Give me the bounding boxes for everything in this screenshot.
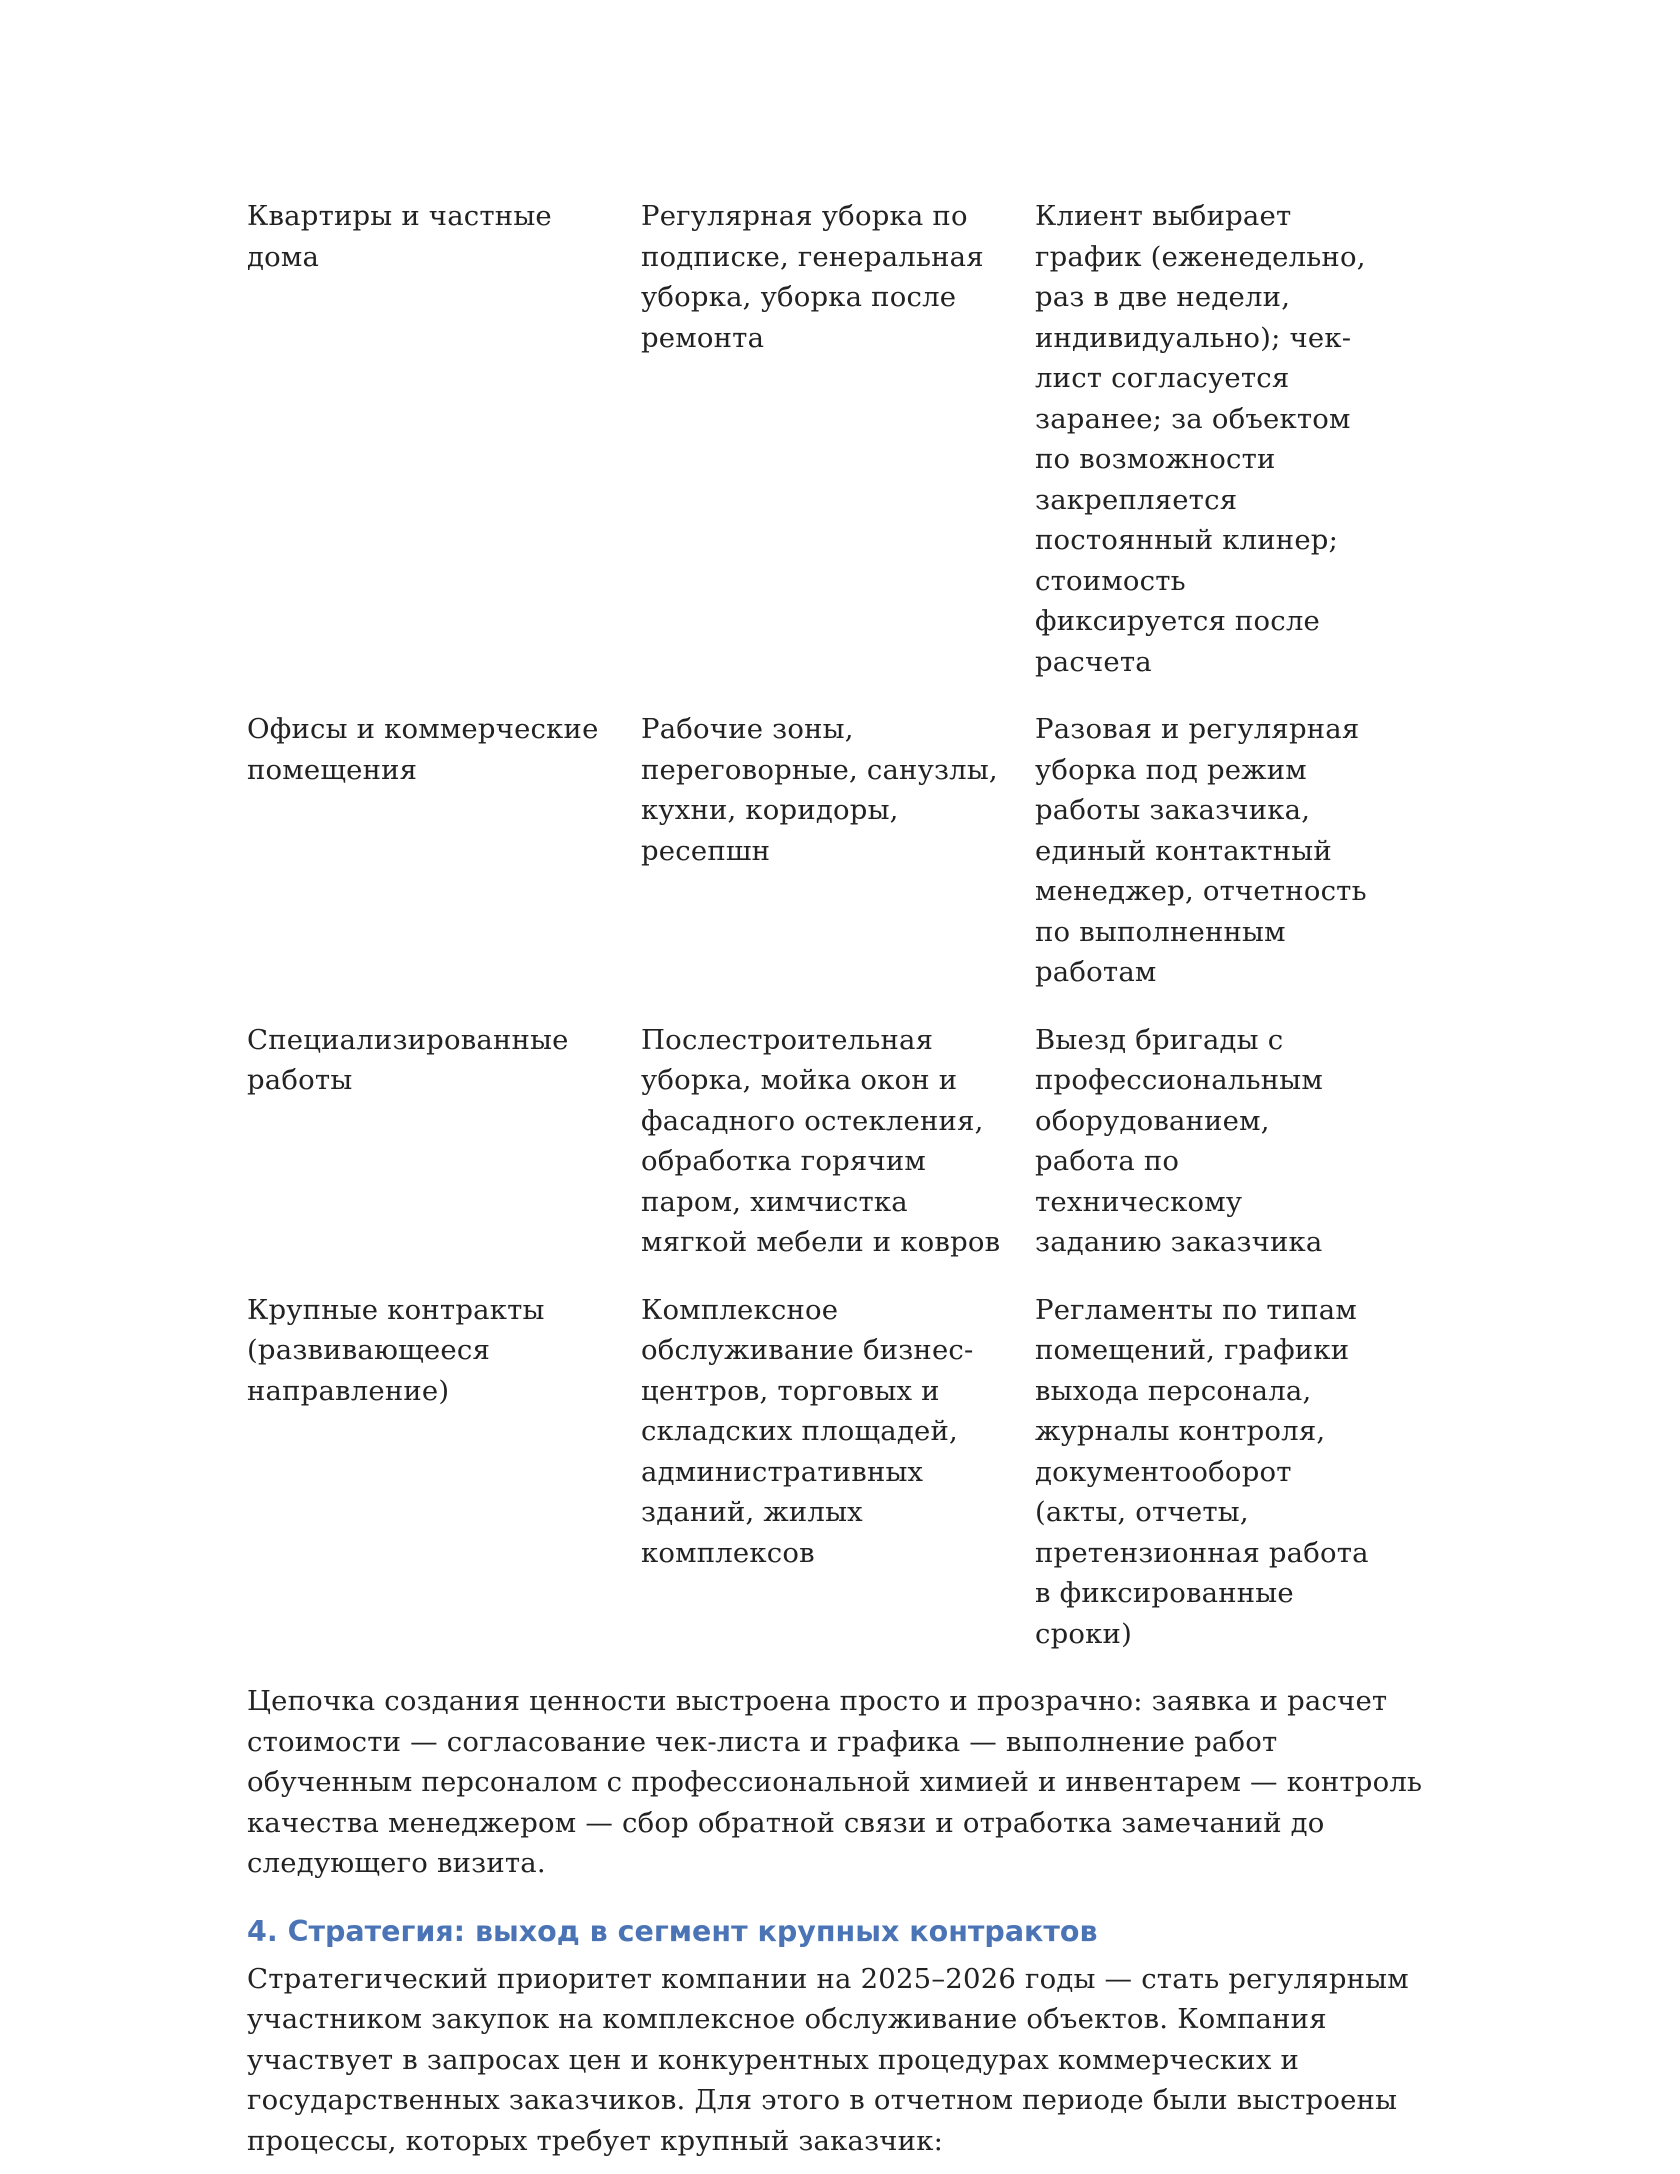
format-cell: Разовая и регулярная уборка под режим работы заказчика, единый контактный менеджер, отчетность по выполненным работам <box>1035 713 1367 988</box>
services-cell: Послестроительная уборка, мойка окон и фасадного остекления, обработка горячим паром, химчистка мягкой мебели и ковров <box>641 1023 1001 1258</box>
table-row <box>247 196 1397 709</box>
services-cell: Рабочие зоны, переговорные, санузлы, кухни, коридоры, ресепшн <box>641 713 998 867</box>
format-cell: Регламенты по типам помещений, графики выхода персонала, журналы контроля, документооборот (акты, отчеты, претензионная работа в фиксированные сроки) <box>1035 1293 1369 1650</box>
strategy-paragraph: Стратегический приоритет компании на 2025–2026 годы — стать регулярным участником закупок на комплексное обслуживание объектов. Компания участвует в запросах цен и конкурентных процедурах коммерческих и государственных заказчиков. Для этого в отчетном периоде были выстроены процессы, которых требует крупный заказчик: <box>247 1962 1409 2157</box>
services-table <box>247 196 1397 1681</box>
segment-cell: Офисы и коммерческие помещения <box>247 713 599 786</box>
services-cell: Комплексное обслуживание бизнес-центров, торговых и складских площадей, административных зданий, жилых комплексов <box>641 1293 974 1569</box>
section-heading: 4. Стратегия: выход в сегмент крупных контрактов <box>247 1914 1098 1948</box>
segment-cell: Специализированные работы <box>247 1023 569 1096</box>
table-row <box>247 1290 1397 1682</box>
segment-cell: Крупные контракты (развивающееся направление) <box>247 1293 545 1407</box>
table-row <box>247 1020 1397 1290</box>
format-cell: Выезд бригады с профессиональным оборудованием, работа по техническому заданию заказчика <box>1035 1023 1323 1258</box>
table-row <box>247 709 1397 1020</box>
services-cell: Регулярная уборка по подписке, генеральная уборка, уборка после ремонта <box>641 200 984 354</box>
segment-cell: Квартиры и частные дома <box>247 200 552 273</box>
page-content <box>247 196 1427 2161</box>
format-cell: Клиент выбирает график (еженедельно, раз в две недели, индивидуально); чек-лист согласуется заранее; за объектом по возможности закрепляется постоянный клинер; стоимость фиксируется после расчета <box>1035 200 1366 678</box>
value-chain-paragraph: Цепочка создания ценности выстроена просто и прозрачно: заявка и расчет стоимости — согласование чек-листа и графика — выполнение работ обученным персоналом с профессиональной химией и инвентарем — контроль качества менеджером — сбор обратной связи и отработка замечаний до следующего визита. <box>247 1685 1423 1879</box>
